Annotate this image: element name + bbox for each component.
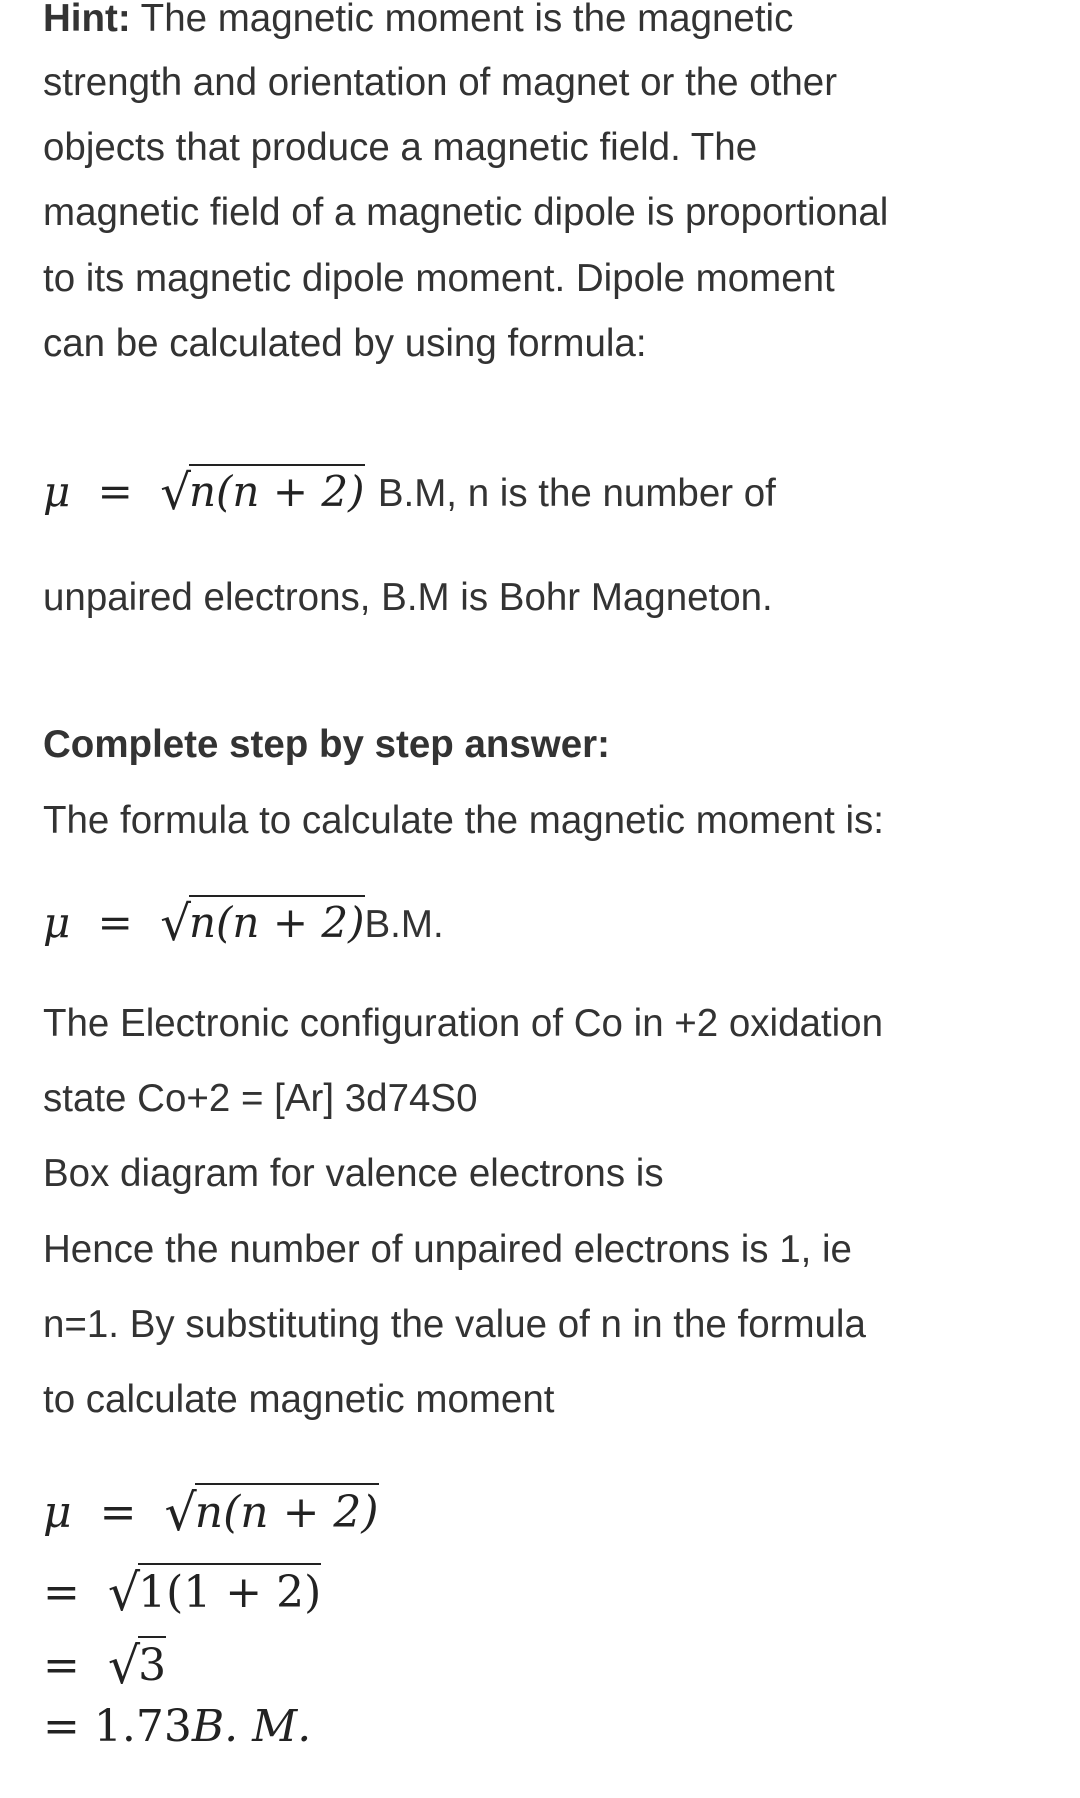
- hint-label: Hint:: [43, 0, 131, 40]
- equals-sign: =: [99, 1487, 137, 1538]
- result-unit: B. M.: [191, 1701, 312, 1752]
- mu-symbol: μ: [43, 1487, 72, 1538]
- derivation-step-3: [43, 1636, 167, 1696]
- answer-heading: Complete step by step answer:: [43, 723, 610, 766]
- radicand: n(n + 2): [189, 895, 365, 946]
- hint-after-formula: unpaired electrons, B.M is Bohr Magneton.: [43, 576, 773, 619]
- hint-line-2: strength and orientation of magnet or the other: [43, 61, 838, 104]
- radical-sign-icon: √: [160, 895, 191, 952]
- radical-sign-icon: √: [107, 1563, 141, 1623]
- radicand: 3: [138, 1636, 166, 1691]
- equals-sign: =: [43, 1701, 80, 1752]
- answer-line-3: Box diagram for valence electrons is: [43, 1152, 664, 1195]
- hint-line-6: can be calculated by using formula:: [43, 322, 647, 365]
- hint-line-5: to its magnetic dipole moment. Dipole moment: [43, 257, 835, 300]
- radicand: n(n + 2): [189, 464, 365, 515]
- answer-line-2: state Co+2 = [Ar] 3d74S0: [43, 1077, 478, 1120]
- equals-sign: =: [43, 1640, 80, 1691]
- equals-sign: =: [97, 467, 133, 516]
- hint-line-1: [43, 0, 793, 42]
- answer-line-6: to calculate magnetic moment: [43, 1378, 555, 1421]
- equals-sign: =: [43, 1567, 80, 1618]
- mu-symbol: μ: [43, 898, 71, 947]
- answer-intro: The formula to calculate the magnetic moment is:: [43, 799, 884, 842]
- mu-symbol: μ: [43, 467, 71, 516]
- answer-line-4: Hence the number of unpaired electrons is 1, ie: [43, 1228, 852, 1271]
- answer-formula: [43, 895, 444, 952]
- square-root: [160, 464, 365, 521]
- hint-formula: [43, 464, 776, 521]
- square-root: [160, 895, 365, 952]
- radical-sign-icon: √: [160, 464, 191, 521]
- hint-text: The magnetic moment is the magnetic: [130, 0, 794, 40]
- square-root: [107, 1563, 322, 1623]
- answer-line-5: n=1. By substituting the value of n in the formula: [43, 1303, 866, 1346]
- hint-line-4: magnetic field of a magnetic dipole is proportional: [43, 191, 889, 234]
- derivation-step-2: [43, 1563, 322, 1623]
- result-value: 1.73: [93, 1701, 192, 1752]
- radical-sign-icon: √: [164, 1483, 197, 1543]
- answer-line-1: The Electronic configuration of Co in +2 oxidation: [43, 1002, 884, 1045]
- answer-formula-suffix: B.M.: [364, 903, 444, 946]
- radicand: n(n + 2): [195, 1483, 379, 1538]
- hint-line-3: objects that produce a magnetic field. The: [43, 126, 758, 169]
- hint-formula-suffix: B.M, n is the number of: [377, 472, 776, 515]
- derivation-step-4: [43, 1702, 311, 1752]
- radical-sign-icon: √: [107, 1636, 141, 1696]
- derivation-step-1: [43, 1483, 379, 1543]
- square-root: [164, 1483, 379, 1543]
- equals-sign: =: [97, 898, 133, 947]
- radicand: 1(1 + 2): [138, 1563, 321, 1618]
- square-root: [107, 1636, 167, 1696]
